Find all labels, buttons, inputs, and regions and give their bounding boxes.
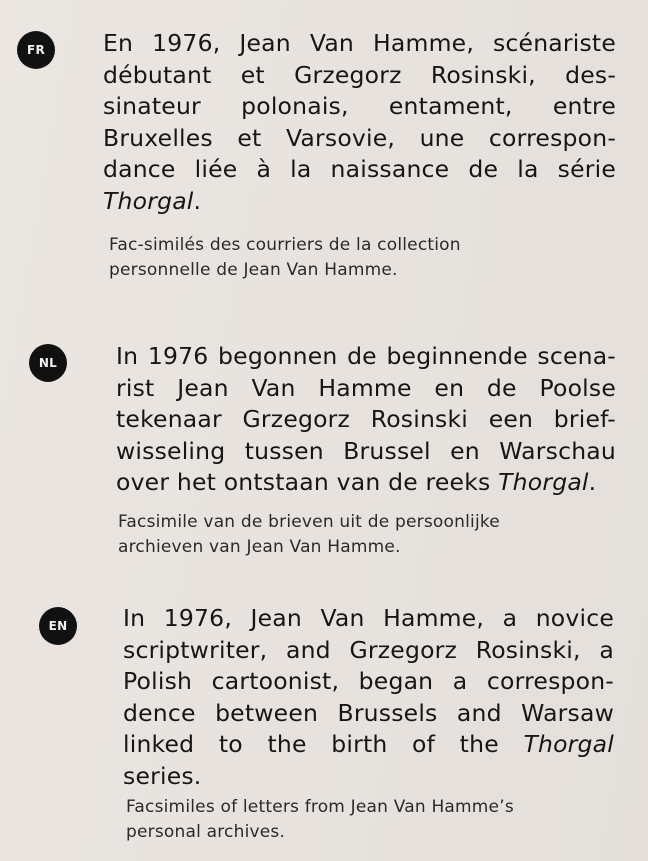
text-line-last [103, 186, 616, 218]
sub-text-en [126, 795, 626, 845]
sub-line: Fac-similés des courriers de la collection [109, 235, 461, 255]
language-badge-nl: NL [29, 344, 67, 382]
text-line: In 1976, Jean Van Hamme, a novice [123, 604, 614, 632]
text-line-last: series. [123, 761, 202, 790]
main-text-fr [103, 28, 616, 217]
text-line: Bruxelles et Varsovie, une correspon- [103, 123, 616, 152]
series-title: Thorgal [103, 186, 194, 215]
text-line: wisseling tussen Brussel en Warschau [116, 436, 616, 465]
text-line-last [116, 467, 616, 499]
sub-line: Facsimile van de brieven uit de persoonlijke [118, 512, 500, 532]
text-line-5 [123, 729, 614, 761]
text-end: . [193, 186, 202, 215]
text-line: débutant et Grzegorz Rosinski, des- [103, 60, 616, 89]
text-line: In 1976 begonnen de beginnende scena- [116, 342, 616, 370]
text-prefix: linked to the birth of the [123, 730, 524, 758]
sub-line: archieven van Jean Van Hamme. [118, 537, 401, 557]
text-line: tekenaar Grzegorz Rosinski een brief- [116, 405, 616, 433]
series-title: Thorgal [523, 730, 614, 758]
text-end: . [588, 468, 597, 496]
main-text-en [123, 603, 614, 792]
series-title: Thorgal [498, 468, 589, 496]
sub-text-nl [118, 510, 618, 560]
text-line: scriptwriter, and Grzegorz Rosinski, a [123, 635, 614, 664]
main-text-nl [116, 341, 616, 499]
sub-text-fr [109, 233, 609, 283]
text-line: sinateur polonais, entament, entre [103, 92, 616, 120]
sub-line: personal archives. [126, 822, 286, 842]
text-line: rist Jean Van Hamme en de Poolse [116, 373, 616, 402]
language-badge-en: EN [39, 607, 77, 645]
language-badge-fr: FR [17, 31, 55, 69]
sub-line: personnelle de Jean Van Hamme. [109, 260, 398, 280]
text-line: Polish cartoonist, began a correspon- [123, 667, 614, 695]
text-line: dence between Brussels and Warsaw [123, 698, 614, 727]
text-prefix: over het ontstaan van de reeks [116, 468, 499, 496]
text-line: En 1976, Jean Van Hamme, scénariste [103, 29, 616, 57]
text-line: dance liée à la naissance de la série [103, 155, 616, 183]
sub-line: Facsimiles of letters from Jean Van Hamme’s [126, 797, 514, 817]
